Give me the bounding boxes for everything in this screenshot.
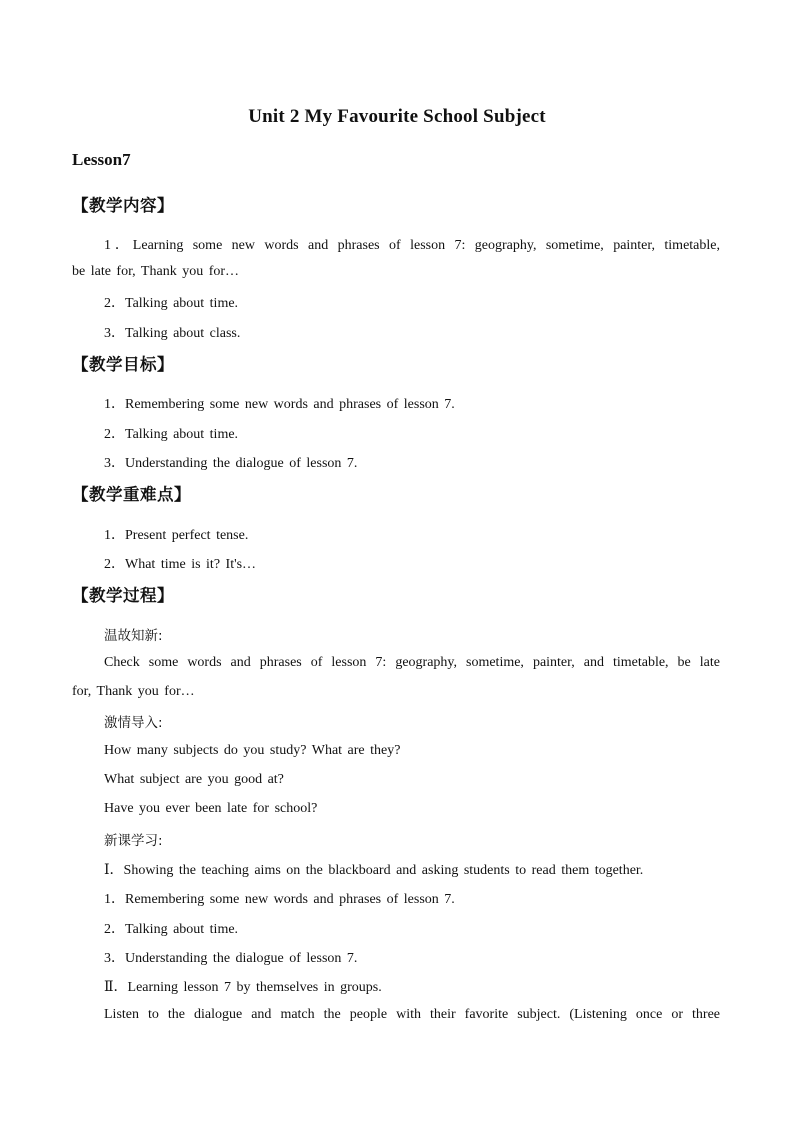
intro-question-1: How many subjects do you study? What are they? bbox=[104, 743, 401, 758]
goals-item-2: 2．Talking about time. bbox=[104, 427, 239, 442]
step-1-item-2: 2．Talking about time. bbox=[104, 922, 239, 937]
goals-item-1: 1．Remembering some new words and phrases of lesson 7. bbox=[104, 397, 455, 412]
content-item-2: 2．Talking about time. bbox=[104, 296, 239, 311]
key-points-item-2: 2．What time is it? It's… bbox=[104, 557, 257, 572]
content-item-1-line-2: be late for, Thank you for… bbox=[72, 264, 240, 279]
lesson-label: Lesson7 bbox=[72, 150, 131, 169]
step-2-detail: Listen to the dialogue and match the people with their favorite subject. (Listening once or three bbox=[104, 1007, 720, 1022]
section-heading-goals: 【教学目标】 bbox=[72, 355, 174, 374]
goals-item-3: 3．Understanding the dialogue of lesson 7. bbox=[104, 456, 358, 471]
new-lesson-label: 新课学习: bbox=[104, 833, 163, 849]
step-1-item-1: 1．Remembering some new words and phrases of lesson 7. bbox=[104, 892, 455, 907]
intro-question-3: Have you ever been late for school? bbox=[104, 801, 318, 816]
section-heading-key-points: 【教学重难点】 bbox=[72, 485, 191, 504]
step-1-item-3: 3．Understanding the dialogue of lesson 7. bbox=[104, 951, 358, 966]
content-item-3: 3．Talking about class. bbox=[104, 326, 241, 341]
step-1: Ⅰ．Showing the teaching aims on the blackboard and asking students to read them together. bbox=[104, 863, 644, 878]
key-points-item-1: 1．Present perfect tense. bbox=[104, 528, 249, 543]
content-item-1-line-1: 1．Learning some new words and phrases of lesson 7: geography, sometime, painter, timetable, bbox=[104, 238, 720, 253]
section-heading-process: 【教学过程】 bbox=[72, 586, 174, 605]
intro-question-2: What subject are you good at? bbox=[104, 772, 284, 787]
review-line-2: for, Thank you for… bbox=[72, 684, 195, 699]
step-2: Ⅱ．Learning lesson 7 by themselves in groups. bbox=[104, 980, 382, 995]
intro-label: 激情导入: bbox=[104, 715, 163, 731]
section-heading-content: 【教学内容】 bbox=[72, 196, 174, 215]
document-title: Unit 2 My Favourite School Subject bbox=[248, 106, 546, 127]
review-line-1: Check some words and phrases of lesson 7: geography, sometime, painter, and timetable, be late bbox=[104, 655, 720, 670]
review-label: 温故知新: bbox=[104, 628, 163, 644]
